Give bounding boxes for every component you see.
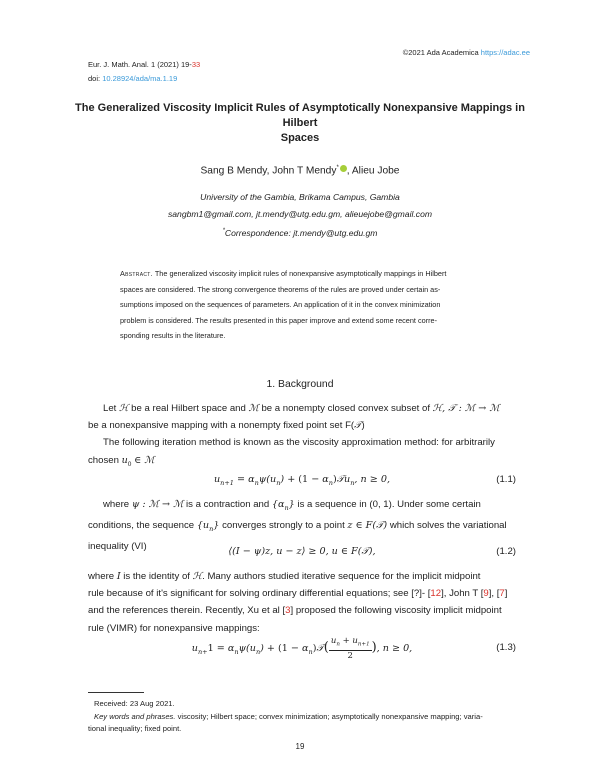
doi-label: doi:	[88, 74, 101, 83]
authors-text-a: Sang B Mendy, John T Mendy	[200, 165, 337, 177]
equation-1-1-body: $u_{n+1} = \alpha_n\psi(u_n) + (1$ − $\alpha_n)𝒯u_n$, n ≥ 0,	[213, 474, 390, 487]
equation-1-1	[88, 474, 516, 487]
authors-text-b: , Alieu Jobe	[346, 165, 400, 177]
journal-url-link[interactable]: https://adac.ee	[480, 48, 530, 57]
citation-link[interactable]: 3	[285, 605, 291, 617]
body-line: Let ℋ be a real Hilbert space and ℳ be a nonempty closed convex subset of ℋ, 𝒯 : ℳ → ℳ	[103, 403, 500, 414]
equation-1-3	[88, 636, 516, 664]
doi-link[interactable]: 10.28924/ada/ma.1.19	[102, 74, 178, 83]
body-line: inequality (VI)	[88, 541, 147, 553]
body-line: chosen $u_0$ ∈ ℳ	[88, 454, 155, 468]
citation-link[interactable]: 12	[430, 588, 442, 600]
citation-link[interactable]: 7	[499, 588, 505, 600]
received-date: Received: 23 Aug 2021.	[94, 699, 175, 708]
correspondence: *Correspondence: jt.mendy@utg.edu.gm	[222, 227, 378, 238]
body-line: The following iteration method is known as the viscosity approximation method: for arbitrarily	[103, 437, 495, 449]
body-text-3	[88, 568, 516, 637]
abstract-line-2: spaces are considered. The strong convergence theorems of the rules are proved under certain as-	[120, 284, 441, 294]
body-line: rule (VIMR) for nonexpansive mappings:	[88, 622, 260, 634]
body-line: where ψ : ℳ → ℳ is a contraction and $\{\alpha_n\}$ is a sequence in (0, 1). Under some certain	[103, 499, 481, 512]
keywords-label: Key words and phrases.	[94, 711, 176, 721]
footnotes	[88, 698, 516, 736]
abstract-line-1: Abstract. The generalized viscosity implicit rules of nonexpansive asymptotically mappings in Hilbert	[120, 269, 447, 278]
copyright-line	[403, 48, 530, 57]
orcid-icon[interactable]	[340, 165, 347, 172]
equation-1-2-label: (1.2)	[496, 546, 516, 557]
body-line: be a nonexpansive mapping with a nonempty fixed point set F(𝒯)	[88, 420, 365, 432]
authors: Sang B Mendy, John T Mendy* , Alieu Jobe	[200, 165, 400, 177]
keywords-line-2: tional inequality; fixed point.	[88, 724, 182, 733]
body-text	[88, 400, 516, 473]
journal-citation	[88, 60, 200, 69]
affiliation: University of the Gambia, Brikama Campus, Gambia	[200, 192, 400, 202]
equation-1-2-body: ⟨(I − ψ)z, u − z⟩ ≥ 0, u ∈ F(𝒯),	[228, 546, 376, 557]
doi-line	[88, 74, 177, 83]
equation-1-2	[88, 546, 516, 557]
copyright-text: ©2021 Ada Academica	[402, 48, 479, 57]
abstract-label: Abstract.	[120, 269, 153, 278]
last-page-link[interactable]: 33	[191, 60, 201, 69]
paper-title	[60, 101, 540, 146]
author-emails: sangbm1@gmail.com, jt.mendy@utg.edu.gm, alieuejobe@gmail.com	[167, 209, 433, 219]
equation-1-3-body: $u_{n+}1 = \alpha_n\psi(u_n) + (1$ − $\alpha_n)𝒯$( $\frac{u_n + u_{n+1}}{2}$ ), n ≥ 0,	[191, 636, 413, 661]
abstract-line-4: problem is considered. The results presented in this paper improve and extend some recent corre-	[120, 315, 438, 325]
equation-1-3-label: (1.3)	[496, 642, 516, 653]
body-line: and the references therein. Recently, Xu et al [3] proposed the following viscosity implicit midpoint	[88, 605, 502, 617]
equation-1-1-label: (1.1)	[496, 474, 516, 485]
abstract-line-3: sumptions imposed on the sequences of parameters. An application of it in the convex minimization	[120, 300, 441, 310]
section-heading: 1. Background	[266, 379, 334, 390]
page-number: 19	[295, 742, 305, 751]
journal-name: Eur. J. Math. Anal. 1 (2021) 19-	[88, 60, 192, 69]
keywords-line-1: Key words and phrases. viscosity; Hilbert space; convex minimization; asymptotically nonexpansive mapping; varia-	[94, 711, 483, 721]
citation-link[interactable]: 9	[483, 588, 489, 600]
abstract	[120, 266, 482, 344]
affiliation-block	[60, 189, 540, 242]
title-line-2: Spaces	[280, 132, 320, 144]
body-line: where I is the identity of ℋ. Many authors studied iterative sequence for the implicit midpoint	[88, 571, 481, 582]
footnote-divider	[88, 692, 144, 693]
abstract-line-5: sponding results in the literature.	[120, 331, 226, 341]
body-line: conditions, the sequence $\{u_n\}$ converges strongly to a point z ∈ F(𝒯) which solves the variational	[88, 520, 507, 534]
title-line-1: The Generalized Viscosity Implicit Rules of Asymptotically Nonexpansive Mappings in Hilbert	[75, 102, 525, 129]
body-line: rule because of it's significant for solving ordinary differential equations; see [?]- [12], John T [9], [7]	[88, 588, 508, 600]
